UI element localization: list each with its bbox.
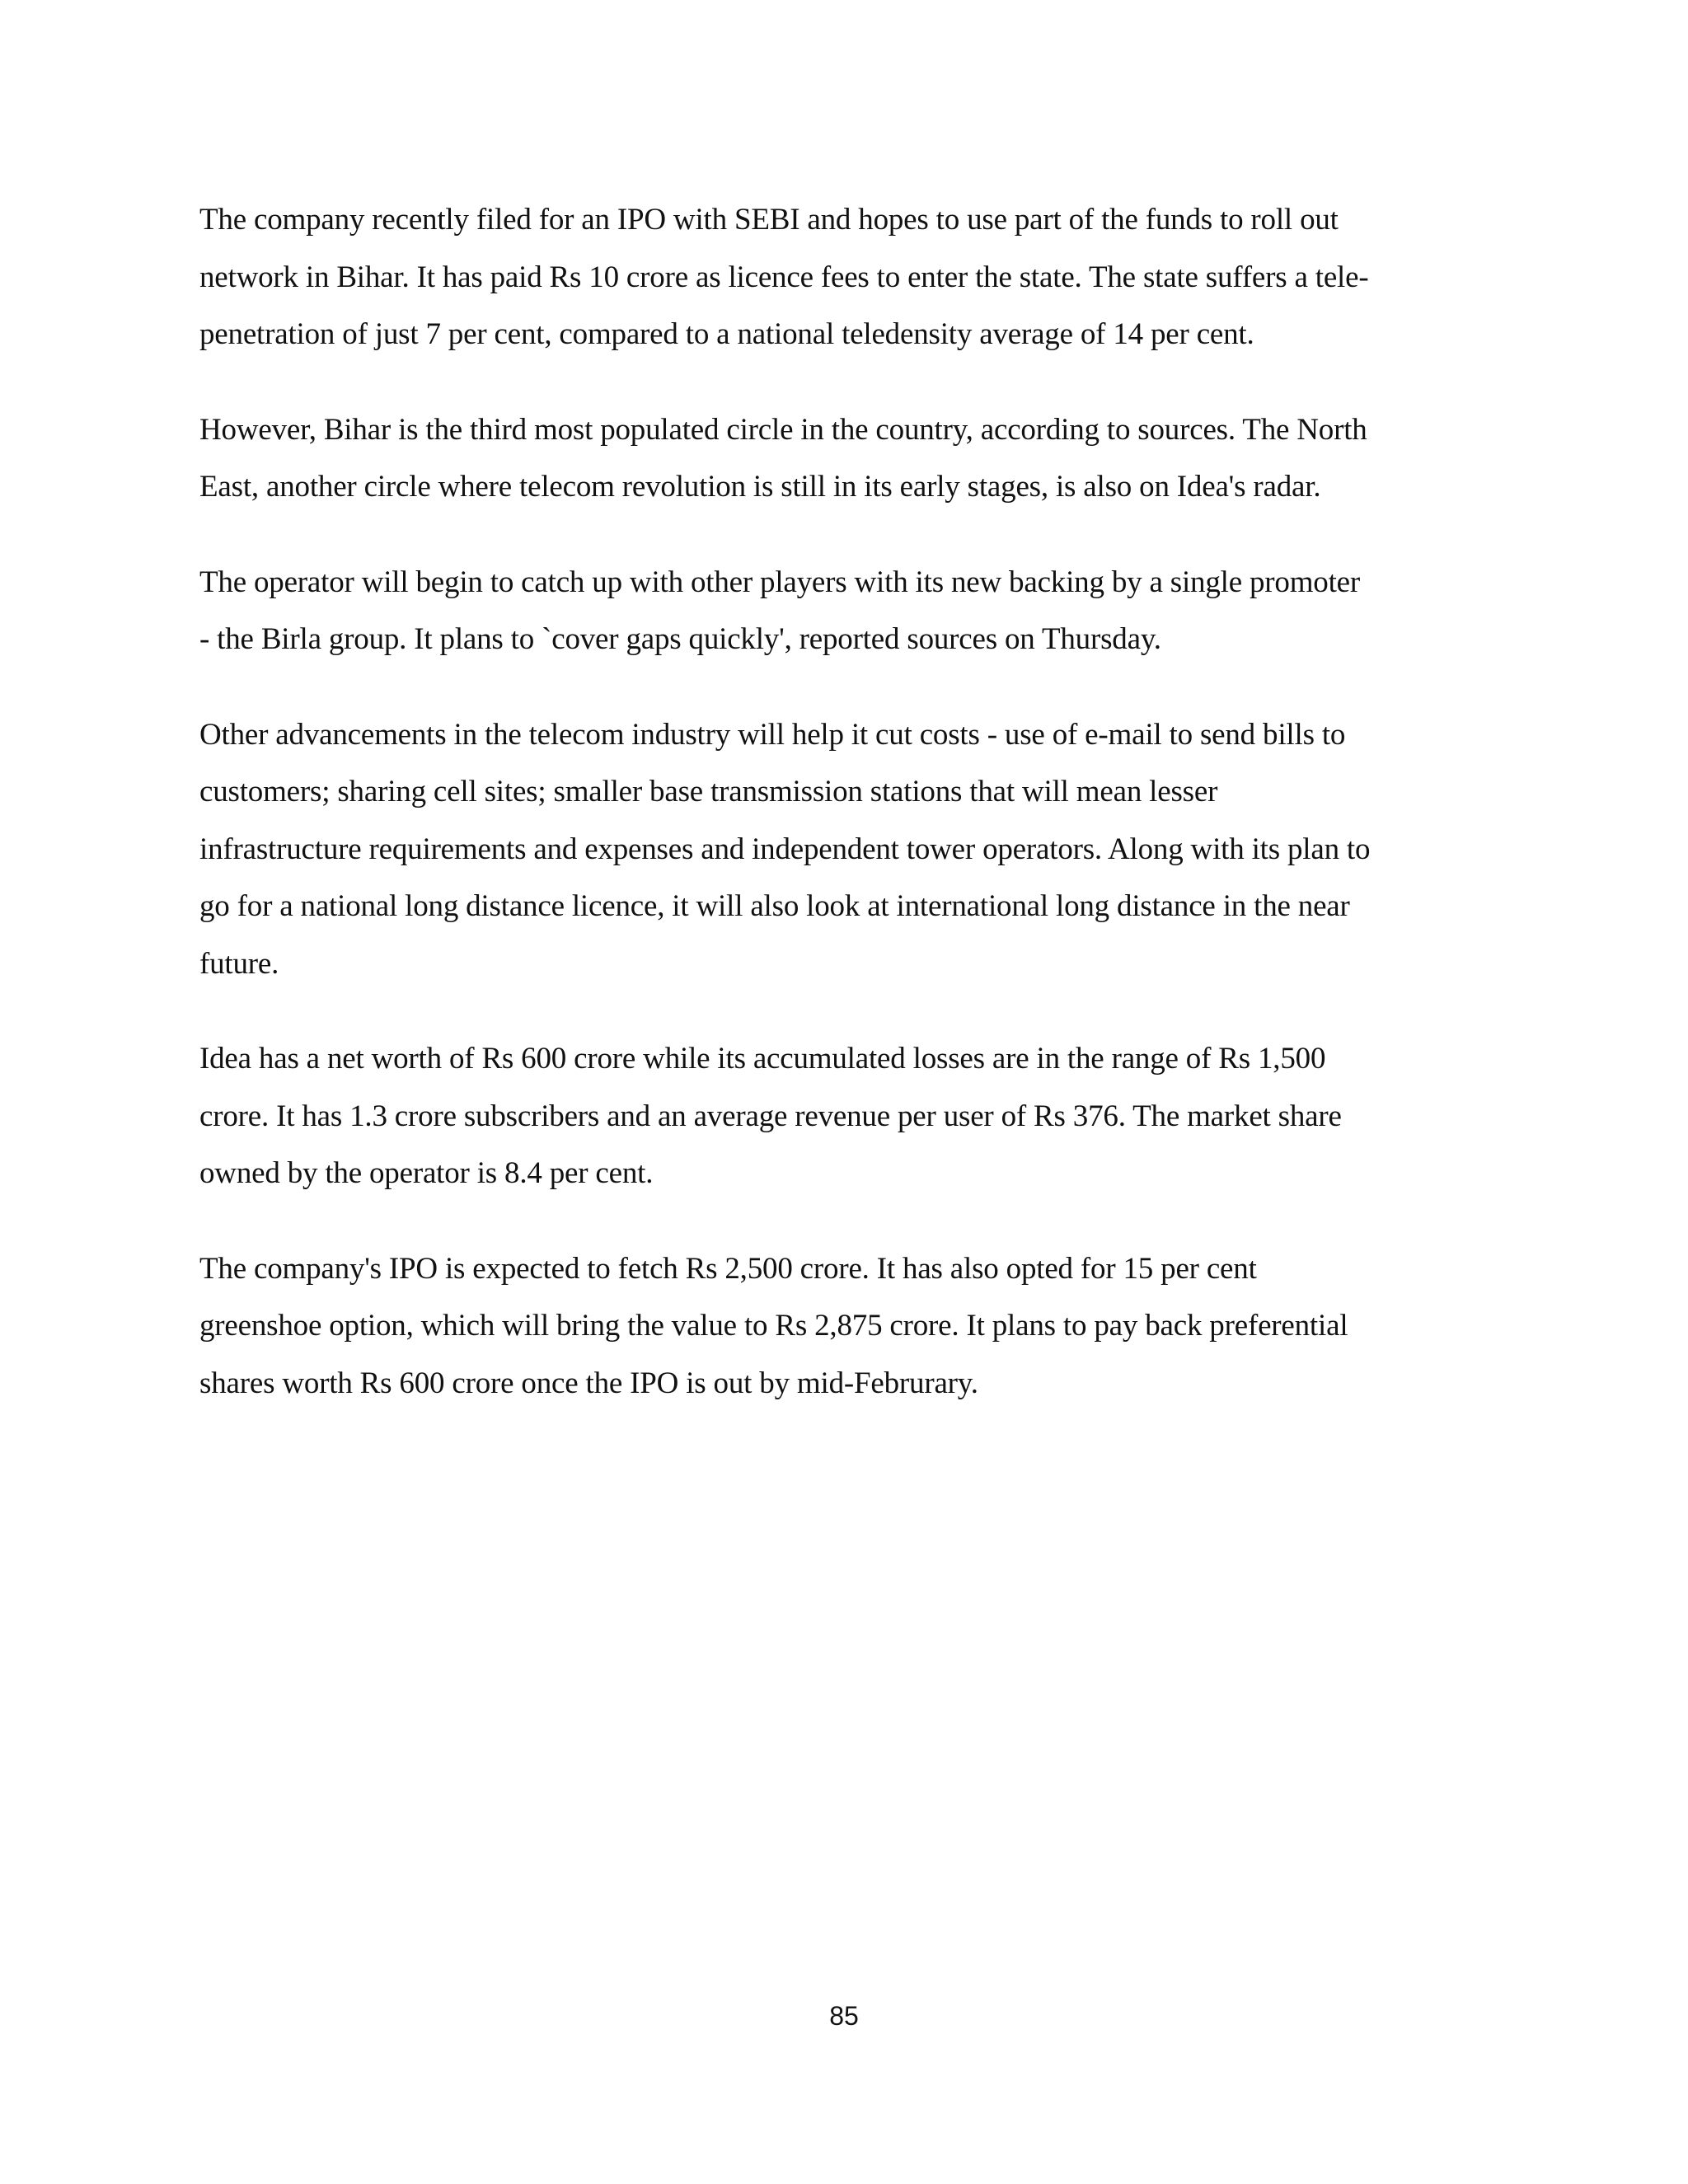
text-line: shares worth Rs 600 crore once the IPO is out by mid-Februrary. <box>199 1366 978 1400</box>
text-line: crore. It has 1.3 crore subscribers and an average revenue per user of Rs 376. The market share <box>199 1099 1342 1133</box>
text-line: penetration of just 7 per cent, compared to a national teledensity average of 14 per cent. <box>199 317 1254 351</box>
paragraph-birla-backing <box>199 554 1502 668</box>
text-line: Idea has a net worth of Rs 600 crore while its accumulated losses are in the range of Rs 1,500 <box>199 1042 1326 1076</box>
paragraph-bihar-population <box>199 401 1502 516</box>
text-line: - the Birla group. It plans to `cover gaps quickly', reported sources on Thursday. <box>199 622 1161 656</box>
paragraph-ipo-bihar <box>199 191 1502 363</box>
text-line: customers; sharing cell sites; smaller base transmission stations that will mean lesser <box>199 775 1218 808</box>
text-line: However, Bihar is the third most populated circle in the country, according to sources. The North <box>199 412 1367 447</box>
text-line: future. <box>199 946 279 981</box>
text-line: greenshoe option, which will bring the value to Rs 2,875 crore. It plans to pay back preferential <box>199 1309 1348 1343</box>
paragraph-financials <box>199 1030 1502 1202</box>
text-line: East, another circle where telecom revolution is still in its early stages, is also on Idea's radar. <box>199 470 1321 504</box>
article-body <box>199 191 1502 1450</box>
text-line: owned by the operator is 8.4 per cent. <box>199 1156 654 1190</box>
text-line: Other advancements in the telecom industry will help it cut costs - use of e-mail to send bills to <box>199 717 1346 752</box>
text-line: network in Bihar. It has paid Rs 10 crore as licence fees to enter the state. The state suffers a tele- <box>199 260 1369 294</box>
page-number: 85 <box>829 2001 859 2031</box>
text-line: go for a national long distance licence, it will also look at international long distance in the near <box>199 889 1350 923</box>
text-line: The company's IPO is expected to fetch Rs 2,500 crore. It has also opted for 15 per cent <box>199 1251 1257 1286</box>
paragraph-ipo-value <box>199 1240 1502 1413</box>
text-line: The operator will begin to catch up with other players with its new backing by a single promoter <box>199 565 1361 599</box>
text-line: infrastructure requirements and expenses and independent tower operators. Along with its plan to <box>199 832 1371 866</box>
text-line: The company recently filed for an IPO with SEBI and hopes to use part of the funds to roll out <box>199 203 1339 237</box>
paragraph-cost-cutting <box>199 706 1502 993</box>
